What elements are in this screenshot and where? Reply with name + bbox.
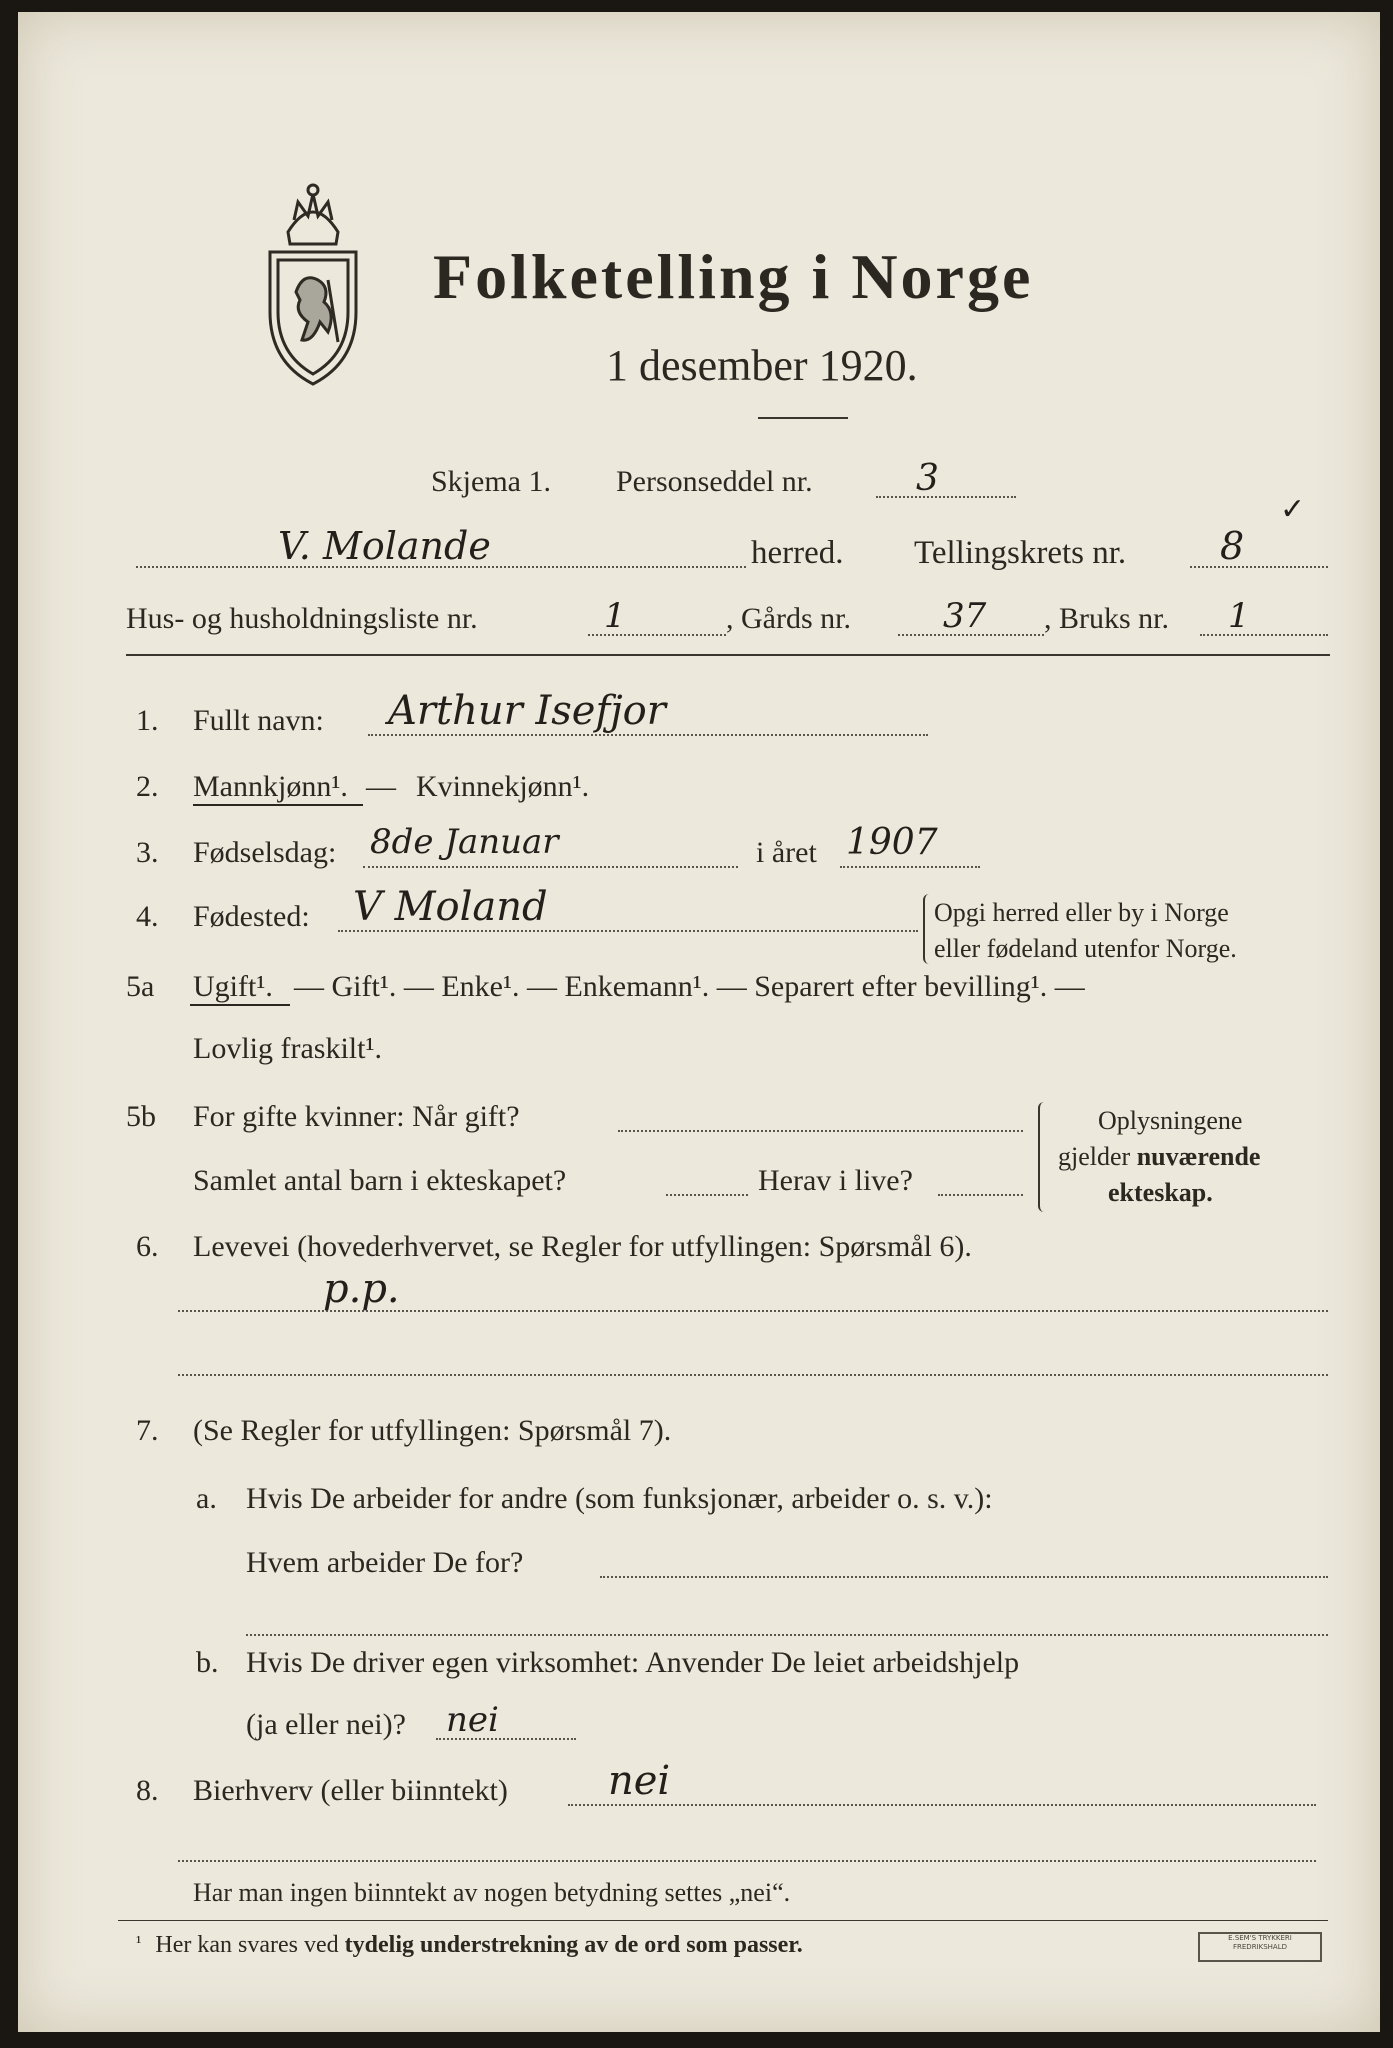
q5a-line2: Lovlig fraskilt¹. (193, 1032, 382, 1065)
q6-label: Levevei (hovederhvervet, se Regler for utfyllingen: Spørsmål 6). (193, 1230, 972, 1263)
q4-label: Fødested: (193, 900, 310, 933)
bruks-line (1200, 634, 1328, 636)
q3-year-value: 1907 (846, 822, 938, 863)
bruks-label: , Bruks nr. (1044, 602, 1170, 635)
q5b-note-1: Oplysningene (1098, 1106, 1243, 1135)
q7a-line-2 (246, 1634, 1328, 1636)
tellingskrets-line (1190, 566, 1328, 568)
q6-number: 6. (136, 1230, 159, 1263)
q5b-label-1: For gifte kvinner: Når gift? (193, 1100, 520, 1133)
q5b-line-3 (938, 1194, 1023, 1196)
q4-value: V Moland (353, 884, 548, 930)
q2-male-underline (193, 804, 363, 806)
q2-male: Mannkjønn¹. (193, 770, 348, 803)
census-form-sheet (18, 12, 1380, 2032)
q5a-number: 5a (126, 970, 155, 1003)
q5b-label-3: Herav i live? (758, 1164, 913, 1197)
q5b-number: 5b (126, 1100, 156, 1133)
printer-stamp-line-1: E.SEM'S TRYKKERI (1228, 1934, 1292, 1942)
q5b-note-2b: nuværende (1136, 1142, 1261, 1171)
q1-number: 1. (136, 704, 159, 737)
q4-line (338, 930, 918, 932)
form-title: Folketelling i Norge (433, 241, 1034, 312)
footnote (136, 1932, 803, 1959)
q1-line (368, 734, 928, 736)
form-date: 1 desember 1920. (606, 341, 918, 390)
q5a-ugift-underline (190, 1004, 290, 1006)
footnote-mark: ¹ (136, 1932, 142, 1952)
tellingskrets-label: Tellingskrets nr. (914, 535, 1127, 571)
q7b-label-1: Hvis De driver egen virksomhet: Anvender De leiet arbeidshjelp (246, 1646, 1020, 1679)
q3-label: Fødselsdag: (193, 836, 337, 869)
nei-note: Har man ingen biinntekt av nogen betydning settes „nei“. (193, 1878, 791, 1907)
personseddel-line (876, 496, 1016, 498)
q8-line (568, 1804, 1316, 1806)
personseddel-value: 3 (916, 458, 939, 499)
q7b-value: nei (446, 1700, 499, 1740)
q7-label: (Se Regler for utfyllingen: Spørsmål 7). (193, 1414, 672, 1447)
q8-line-2 (178, 1860, 1316, 1862)
q7a-label-2: Hvem arbeider De for? (246, 1546, 524, 1579)
q5b-note-2a: gjelder (1058, 1142, 1137, 1171)
q6-line-2 (178, 1374, 1328, 1376)
q3-value: 8de Januar (370, 822, 559, 862)
q5b-line-1 (618, 1130, 1023, 1132)
q2-sep: — (366, 770, 396, 803)
footnote-text-a: Her kan svares ved (155, 1932, 345, 1958)
q5a-options: — Gift¹. — Enke¹. — Enkemann¹. — Separert efter bevilling¹. — (294, 970, 1085, 1003)
q8-number: 8. (136, 1774, 159, 1807)
gards-value: 37 (943, 596, 987, 636)
coat-of-arms-icon (258, 172, 368, 392)
q5b-note-2 (1058, 1142, 1260, 1172)
herred-label: herred. (751, 535, 844, 571)
q5b-note-3: ekteskap. (1108, 1178, 1213, 1207)
herred-value: V. Molande (278, 524, 491, 568)
q6-value: p.p. (323, 1266, 400, 1312)
q2-female: Kvinnekjønn¹. (416, 770, 590, 803)
q3-year-line (840, 866, 980, 868)
q3-year-label: i året (756, 836, 817, 869)
q7b-number: b. (196, 1646, 219, 1679)
gards-label: , Gårds nr. (726, 602, 851, 635)
q5b-brace (1038, 1102, 1048, 1212)
bruks-value: 1 (1228, 596, 1250, 636)
title-divider (758, 417, 848, 419)
q7a-label-1: Hvis De arbeider for andre (som funksjonær, arbeider o. s. v.): (246, 1482, 993, 1515)
hus-value: 1 (604, 596, 626, 636)
q8-label: Bierhverv (eller biinntekt) (193, 1774, 508, 1807)
check-mark: ✓ (1280, 492, 1306, 527)
q4-note-2: eller fødeland utenfor Norge. (934, 934, 1237, 963)
q1-label: Fullt navn: (193, 704, 324, 737)
footnote-rule (118, 1920, 1328, 1921)
q5a-ugift: Ugift¹. (193, 970, 273, 1003)
tellingskrets-value: 8 (1220, 524, 1245, 568)
q1-value: Arthur Isefjor (388, 688, 666, 734)
q4-brace (923, 894, 931, 964)
q5b-line-2 (666, 1194, 748, 1196)
q7a-line-1 (600, 1576, 1328, 1578)
q3-number: 3. (136, 836, 159, 869)
q5b-label-2: Samlet antal barn i ekteskapet? (193, 1164, 567, 1197)
q8-value: nei (608, 1758, 671, 1804)
printer-stamp (1198, 1932, 1322, 1962)
printer-stamp-line-2: FREDRIKSHALD (1232, 1943, 1287, 1951)
hus-label: Hus- og husholdningsliste nr. (126, 602, 478, 635)
q3-line (363, 866, 738, 868)
q4-number: 4. (136, 900, 159, 933)
q7b-label-2: (ja eller nei)? (246, 1708, 406, 1741)
header-rule (126, 654, 1330, 656)
personseddel-label: Personseddel nr. (616, 465, 813, 498)
schema-label: Skjema 1. (431, 465, 551, 498)
q7-number: 7. (136, 1414, 159, 1447)
q2-number: 2. (136, 770, 159, 803)
q7a-number: a. (196, 1482, 217, 1515)
footnote-text-b: tydelig understrekning av de ord som passer. (344, 1932, 803, 1958)
q4-note-1: Opgi herred eller by i Norge (934, 898, 1229, 927)
